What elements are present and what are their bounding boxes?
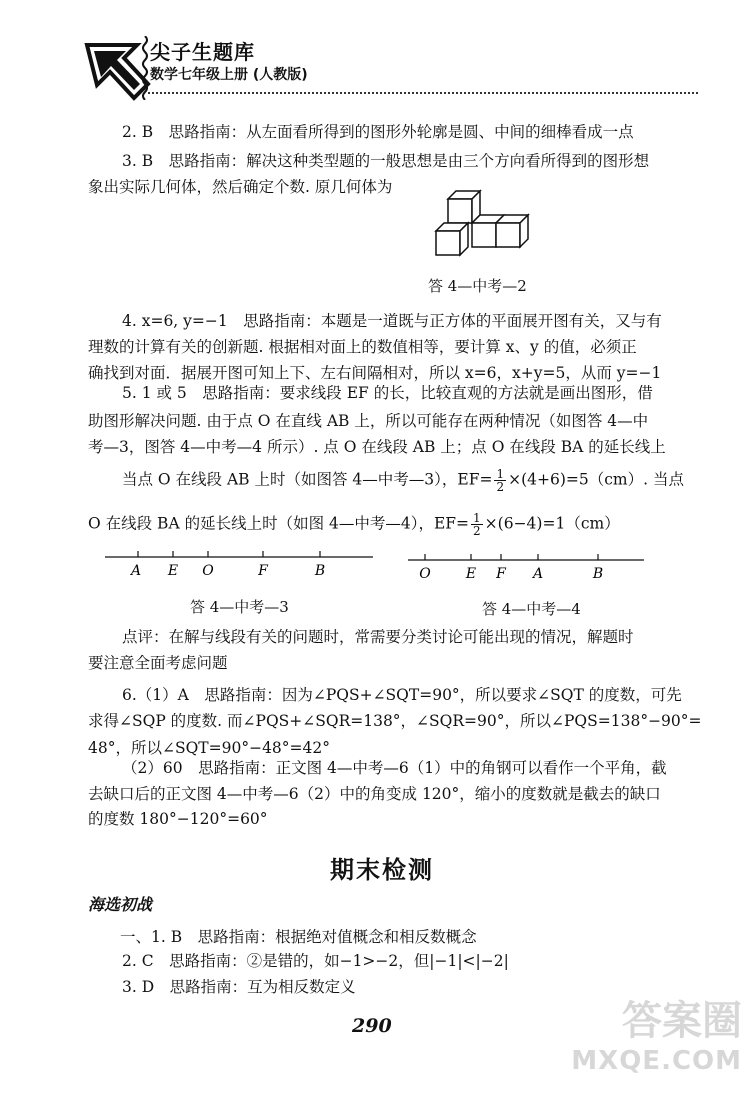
segment-figure-4 [408, 548, 648, 584]
section-title: 期末检测 [330, 856, 434, 884]
book-title: 尖子生题库 [150, 40, 255, 64]
fraction-numerator: 1 [473, 511, 481, 525]
cube-solid-figure [430, 185, 550, 273]
answer-line: 48°，所以∠SQT=90°−48°=42° [88, 739, 331, 757]
answer-line: 助图形解决问题. 由于点 O 在直线 AB 上，所以可能存在两种情况（如图答 4—中 [88, 412, 649, 430]
answer-line: 2. B 思路指南：从左面看所得到的图形外轮廓是圆、中间的细棒看成一点 [122, 123, 634, 141]
fraction [471, 512, 483, 537]
comment-line: 要注意全面考虑问题 [88, 654, 228, 672]
answer-line: 3. D 思路指南：互为相反数定义 [122, 978, 356, 996]
answer-line: 考—3，图答 4—中考—4 所示）. 点 O 在线段 AB 上；点 O 在线段 BA 的延长线上 [88, 438, 666, 456]
point-label: O [202, 563, 214, 579]
fraction-numerator: 1 [496, 467, 505, 481]
answer-line: 确找到对面．据展开图可知上下、左右间隔相对，所以 x=6，x+y=5，从而 y=−1 [88, 364, 662, 382]
watermark-text: 答案圈 [622, 998, 742, 1044]
point-label: A [130, 563, 142, 579]
text-part: O 在线段 BA 的延长线上时（如图 4—中考—4），EF= [88, 514, 470, 533]
answer-line: （2）60 思路指南：正文图 4—中考—6（1）中的角钢可以看作一个平角，截 [122, 759, 667, 777]
watermark-logo [571, 998, 742, 1081]
answer-line: 理数的计算有关的创新题. 根据相对面上的数值相等，要计算 x、y 的值，必须正 [88, 338, 637, 356]
watermark-url: MXQE.COM [571, 1046, 742, 1076]
page-number: 290 [352, 1015, 392, 1037]
answer-line-with-fraction [122, 468, 684, 493]
point-label: A [532, 566, 544, 582]
point-label: E [465, 566, 477, 582]
answer-line: 5. 1 或 5 思路指南：要求线段 EF 的长，比较直观的方法就是画出图形，借 [122, 384, 653, 402]
answer-line: 4. x=6, y=−1 思路指南：本题是一道既与正方体的平面展开图有关，又与有 [122, 312, 662, 330]
point-label: F [496, 566, 506, 582]
point-label: B [592, 566, 604, 582]
fraction-denominator: 2 [496, 480, 505, 494]
segment-figure-3 [105, 545, 375, 581]
text-part: ×(4+6)=5（cm）. 当点 [508, 470, 684, 489]
point-label: E [167, 563, 179, 579]
answer-line: 6.（1）A 思路指南：因为∠PQS+∠SQT=90°，所以要求∠SQT 的度数，可先 [122, 686, 682, 704]
answer-line: 一、1. B 思路指南：根据绝对值概念和相反数概念 [120, 928, 477, 946]
fraction-denominator: 2 [473, 524, 481, 538]
figure-caption: 答 4—中考—2 [428, 277, 527, 295]
point-label: F [258, 563, 268, 579]
figure-caption: 答 4—中考—4 [482, 600, 581, 618]
point-label: O [419, 566, 431, 582]
text-part: 当点 O 在线段 AB 上时（如图答 4—中考—3），EF= [122, 470, 493, 489]
sub-heading: 海选初战 [88, 895, 153, 914]
figure-caption: 答 4—中考—3 [190, 598, 289, 616]
fraction [494, 468, 506, 493]
text-part: ×(6−4)=1（cm） [484, 514, 620, 533]
answer-line: 去缺口后的正文图 4—中考—6（2）中的角变成 120°，缩小的度数就是截去的缺口 [88, 785, 661, 803]
header-dotted-rule [148, 92, 698, 94]
answer-line: 2. C 思路指南：②是错的，如−1>−2，但|−1|<|−2| [122, 952, 509, 970]
header-wavy-divider [140, 36, 150, 100]
book-subtitle: 数学七年级上册 (人教版) [150, 67, 308, 83]
answer-line: 的度数 180°−120°=60° [88, 810, 268, 828]
answer-line-with-fraction [88, 512, 620, 537]
answer-line: 3. B 思路指南：解决这种类型题的一般思想是由三个方向看所得到的图形想 [122, 152, 650, 170]
comment-line: 点评：在解与线段有关的问题时，常需要分类讨论可能出现的情况，解题时 [122, 628, 634, 646]
point-label: B [314, 563, 326, 579]
answer-line: 求得∠SQP 的度数. 而∠PQS+∠SQR=138°，∠SQR=90°，所以∠PQS=138°−90°= [88, 712, 702, 730]
answer-line: 象出实际几何体，然后确定个数. 原几何体为 [88, 178, 393, 196]
